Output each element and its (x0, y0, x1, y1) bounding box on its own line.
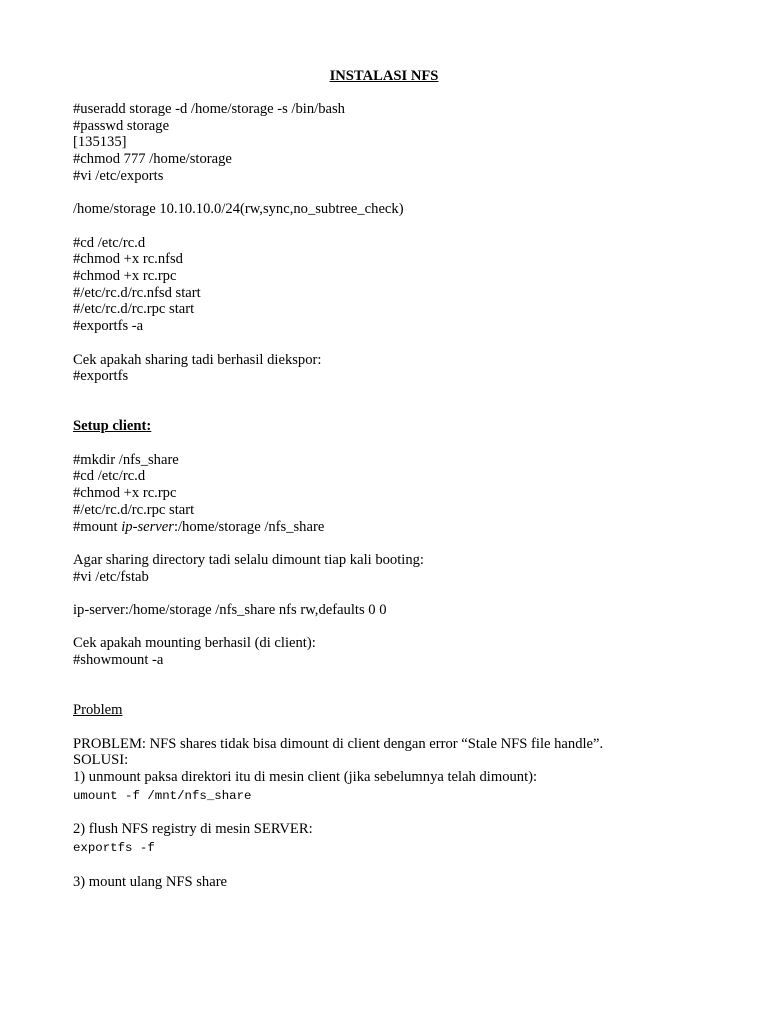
document-page (73, 68, 713, 890)
command-line: #/etc/rc.d/rc.rpc start (73, 301, 195, 318)
command-line: #/etc/rc.d/rc.rpc start (73, 501, 195, 518)
command-line: #chmod +x rc.nfsd (73, 251, 183, 268)
boot-text: Agar sharing directory tadi selalu dimount tiap kali booting: (73, 551, 424, 568)
check-text: Cek apakah sharing tadi berhasil diekspor: (73, 351, 322, 368)
step-3: 3) mount ulang NFS share (73, 873, 228, 890)
command-line: #/etc/rc.d/rc.nfsd start (73, 284, 201, 301)
command-line: #exportfs -a (73, 318, 144, 335)
step-2-command: exportfs -f (73, 841, 155, 856)
problem-section (73, 702, 713, 890)
problem-statement: PROBLEM: NFS shares tidak bisa dimount di client dengan error “Stale NFS file handle”. (73, 735, 604, 752)
command-line: #chmod 777 /home/storage (73, 151, 232, 168)
step-1: 1) unmount paksa direktori itu di mesin client (jika sebelumnya telah dimount): (73, 768, 538, 785)
document-title: INSTALASI NFS (329, 68, 439, 84)
server-section (73, 101, 713, 385)
command-line: #chmod +x rc.rpc (73, 485, 177, 502)
mount-ip-placeholder: ip-server (121, 518, 174, 535)
command-line: #showmount -a (73, 652, 164, 669)
command-line: #exportfs (73, 368, 129, 385)
command-line: #useradd storage -d /home/storage -s /bin/bash (73, 101, 345, 117)
exports-entry: /home/storage 10.10.10.0/24(rw,sync,no_subtree_check) (73, 201, 404, 218)
command-line: #vi /etc/fstab (73, 568, 149, 585)
mount-command (73, 519, 713, 536)
command-line: #chmod +x rc.rpc (73, 268, 177, 284)
command-line: #cd /etc/rc.d (73, 468, 146, 485)
mount-suffix: :/home/storage /nfs_share (173, 518, 325, 535)
solusi-label: SOLUSI: (73, 752, 129, 769)
step-1-command: umount -f /mnt/nfs_share (73, 788, 252, 803)
command-line: #cd /etc/rc.d (73, 234, 146, 251)
password-line: [135135] (73, 134, 127, 151)
command-line: #passwd storage (73, 117, 170, 134)
client-section (73, 418, 713, 668)
section-heading-problem: Problem (73, 702, 123, 719)
command-line: #mkdir /nfs_share (73, 451, 179, 468)
command-line: #vi /etc/exports (73, 167, 164, 184)
verify-text: Cek apakah mounting berhasil (di client): (73, 635, 316, 652)
step-2: 2) flush NFS registry di mesin SERVER: (73, 821, 313, 838)
section-heading-client: Setup client: (73, 418, 152, 435)
mount-prefix: #mount (73, 518, 122, 535)
fstab-entry: ip-server:/home/storage /nfs_share nfs rw,defaults 0 0 (73, 601, 387, 618)
